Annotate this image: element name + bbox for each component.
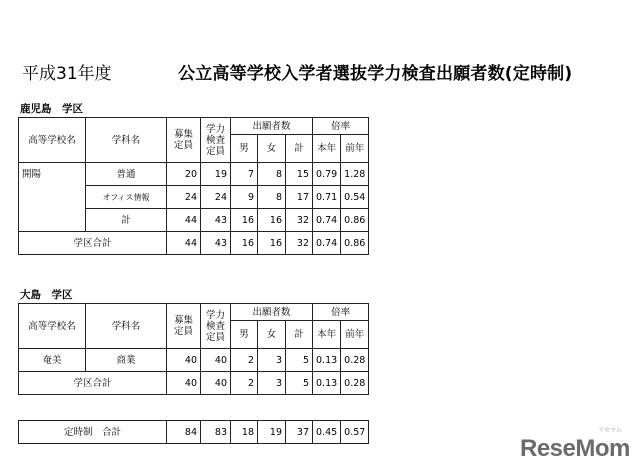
capacity-cell: 19: [201, 163, 231, 186]
dept-name: 普通: [86, 163, 167, 186]
header-dept: 学科名: [86, 118, 167, 163]
quota-cell: 84: [167, 421, 201, 444]
male-cell: 16: [231, 232, 258, 255]
grand-total-table: [18, 420, 369, 444]
dept-name: 計: [86, 209, 167, 232]
ratio-cell: 0.74: [313, 232, 341, 255]
female-cell: 19: [258, 421, 286, 444]
subtotal-row: [19, 372, 369, 395]
prev-ratio-cell: 0.28: [341, 372, 369, 395]
prev-ratio-cell: 0.86: [341, 209, 369, 232]
capacity-cell: 40: [201, 372, 231, 395]
logo-subtext: リセマム: [598, 427, 622, 434]
header-female: 女: [258, 135, 286, 163]
female-cell: 8: [258, 186, 286, 209]
page-title: 公立高等学校入学者選抜学力検査出願者数(定時制): [178, 64, 573, 84]
total-cell: 5: [286, 372, 313, 395]
male-cell: 16: [231, 209, 258, 232]
total-cell: 37: [286, 421, 313, 444]
quota-cell: 24: [167, 186, 201, 209]
total-cell: 17: [286, 186, 313, 209]
male-cell: 9: [231, 186, 258, 209]
school-name-spacer: [19, 209, 86, 232]
female-cell: 3: [258, 349, 286, 372]
header-male: 男: [231, 135, 258, 163]
subtotal-label: 学区合計: [19, 232, 167, 255]
capacity-cell: 40: [201, 349, 231, 372]
school-name: 奄美: [19, 349, 86, 372]
prev-ratio-cell: 0.54: [341, 186, 369, 209]
header-school: 高等学校名: [19, 304, 86, 349]
quota-cell: 40: [167, 349, 201, 372]
total-cell: 5: [286, 349, 313, 372]
male-cell: 18: [231, 421, 258, 444]
prev-ratio-cell: 0.86: [341, 232, 369, 255]
dept-name: オフィス情報: [86, 186, 167, 209]
total-cell: 15: [286, 163, 313, 186]
header-this-year: 本年: [313, 135, 341, 163]
capacity-cell: 43: [201, 232, 231, 255]
capacity-cell: 43: [201, 209, 231, 232]
header-capacity: 学力 検査 定員: [201, 304, 231, 349]
ratio-cell: 0.45: [313, 421, 341, 444]
prev-ratio-cell: 1.28: [341, 163, 369, 186]
male-cell: 2: [231, 372, 258, 395]
school-name: 開陽: [19, 163, 86, 186]
male-cell: 2: [231, 349, 258, 372]
ratio-cell: 0.71: [313, 186, 341, 209]
header-male: 男: [231, 321, 258, 349]
header-ratio: 倍率: [313, 304, 369, 321]
header-last-year: 前年: [341, 321, 369, 349]
table-row: [19, 209, 369, 232]
capacity-cell: 24: [201, 186, 231, 209]
prev-ratio-cell: 0.28: [341, 349, 369, 372]
female-cell: 16: [258, 232, 286, 255]
district-heading: 大島 学区: [20, 289, 73, 301]
district1-table: [18, 117, 369, 255]
table-row: [19, 163, 369, 186]
ratio-cell: 0.13: [313, 349, 341, 372]
grand-total-label: 定時制 合計: [19, 421, 167, 444]
total-cell: 32: [286, 232, 313, 255]
year-label: 平成31年度: [22, 64, 112, 84]
header-capacity: 学力 検査 定員: [201, 118, 231, 163]
district-heading: 鹿児島 学区: [20, 103, 83, 115]
subtotal-row: [19, 232, 369, 255]
total-cell: 32: [286, 209, 313, 232]
ratio-cell: 0.74: [313, 209, 341, 232]
quota-cell: 44: [167, 232, 201, 255]
female-cell: 16: [258, 209, 286, 232]
header-total: 計: [286, 321, 313, 349]
header-female: 女: [258, 321, 286, 349]
male-cell: 7: [231, 163, 258, 186]
district2-table: [18, 303, 369, 395]
header-last-year: 前年: [341, 135, 369, 163]
header-quota: 募集 定員: [167, 304, 201, 349]
grand-total-row: [19, 421, 369, 444]
ratio-cell: 0.79: [313, 163, 341, 186]
table-row: [19, 186, 369, 209]
header-ratio: 倍率: [313, 118, 369, 135]
capacity-cell: 83: [201, 421, 231, 444]
header-total: 計: [286, 135, 313, 163]
prev-ratio-cell: 0.57: [341, 421, 369, 444]
ratio-cell: 0.13: [313, 372, 341, 395]
quota-cell: 40: [167, 372, 201, 395]
header-quota: 募集 定員: [167, 118, 201, 163]
dept-name: 商業: [86, 349, 167, 372]
female-cell: 3: [258, 372, 286, 395]
subtotal-label: 学区合計: [19, 372, 167, 395]
header-applicants: 出願者数: [231, 304, 313, 321]
resemom-logo: ReseMom: [520, 435, 630, 462]
header-this-year: 本年: [313, 321, 341, 349]
female-cell: 8: [258, 163, 286, 186]
table-row: [19, 349, 369, 372]
quota-cell: 20: [167, 163, 201, 186]
header-applicants: 出願者数: [231, 118, 313, 135]
header-dept: 学科名: [86, 304, 167, 349]
school-name-spacer: [19, 186, 86, 209]
header-school: 高等学校名: [19, 118, 86, 163]
quota-cell: 44: [167, 209, 201, 232]
